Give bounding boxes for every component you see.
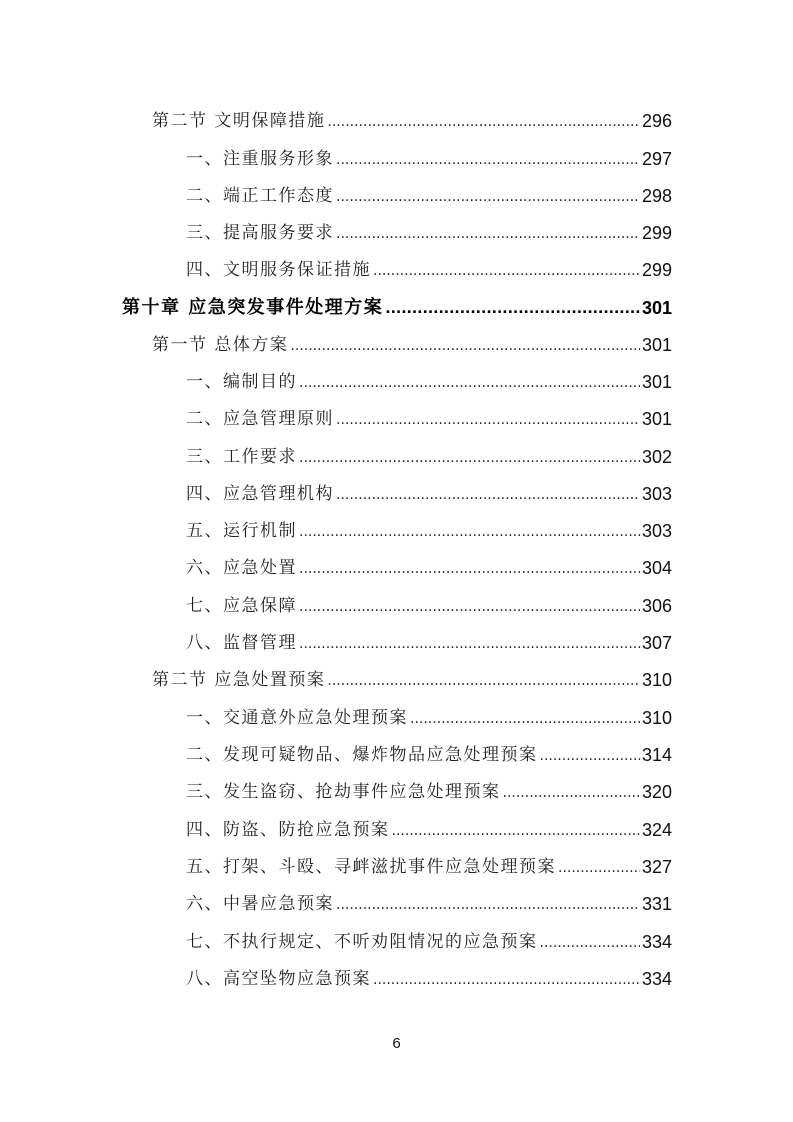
toc-entry-title: 三、提高服务要求 — [186, 223, 334, 243]
leader-dots — [299, 448, 640, 468]
leader-dots — [540, 746, 640, 766]
toc-entry-page: 303 — [641, 484, 672, 504]
toc-entry[interactable] — [186, 960, 672, 990]
toc-entry[interactable] — [186, 400, 672, 430]
toc-entry-page: 327 — [641, 857, 672, 877]
toc-chapter-entry[interactable] — [122, 289, 672, 319]
toc-entry-page: 306 — [641, 596, 672, 616]
toc-entry-page: 310 — [641, 670, 672, 690]
toc-entry-title: 第二节 应急处置预案 — [152, 670, 326, 690]
page-number: 6 — [392, 1035, 401, 1052]
toc-entry-page: 307 — [641, 633, 672, 653]
toc-entry[interactable] — [186, 811, 672, 841]
toc-entry[interactable] — [186, 624, 672, 654]
toc-entry[interactable] — [186, 736, 672, 766]
toc-entry-title: 七、不执行规定、不听劝阻情况的应急预案 — [186, 932, 538, 952]
toc-entry-title: 一、交通意外应急处理预案 — [186, 708, 408, 728]
toc-entry-title: 第一节 总体方案 — [152, 335, 289, 355]
toc-entry-page: 314 — [641, 745, 672, 765]
toc-entry-page: 301 — [641, 298, 672, 318]
toc-entry-title: 四、应急管理机构 — [186, 484, 334, 504]
toc-entry-title: 六、中暑应急预案 — [186, 894, 334, 914]
leader-dots — [558, 858, 640, 878]
leader-dots — [299, 634, 640, 654]
leader-dots — [327, 671, 640, 691]
toc-entry-page: 310 — [641, 708, 672, 728]
toc-entry[interactable] — [152, 326, 672, 356]
toc-entry[interactable] — [186, 512, 672, 542]
toc-entry-title: 二、发现可疑物品、爆炸物品应急处理预案 — [186, 745, 538, 765]
toc-entry-page: 320 — [641, 782, 672, 802]
toc-entry-page: 324 — [641, 820, 672, 840]
toc-entry[interactable] — [186, 549, 672, 579]
leader-dots — [336, 187, 640, 207]
toc-entry[interactable] — [186, 773, 672, 803]
toc-entry[interactable] — [186, 140, 672, 170]
toc-entry-page: 297 — [641, 149, 672, 169]
toc-entry-page: 298 — [641, 186, 672, 206]
toc-entry-page: 334 — [641, 932, 672, 952]
toc-entry-page: 303 — [641, 521, 672, 541]
leader-dots — [290, 336, 640, 356]
toc-entry-page: 301 — [641, 372, 672, 392]
leader-dots — [327, 112, 640, 132]
toc-entry-title: 一、注重服务形象 — [186, 149, 334, 169]
toc-entry-title: 三、发生盗窃、抢劫事件应急处理预案 — [186, 782, 501, 802]
toc-entry-title: 四、文明服务保证措施 — [186, 260, 371, 280]
toc-entry[interactable] — [152, 102, 672, 132]
toc-entry-title: 一、编制目的 — [186, 372, 297, 392]
toc-entry-page: 304 — [641, 558, 672, 578]
toc-entry-page: 301 — [641, 335, 672, 355]
leader-dots — [392, 821, 640, 841]
toc-entry-page: 299 — [641, 223, 672, 243]
leader-dots — [503, 783, 640, 803]
toc-entry[interactable] — [186, 177, 672, 207]
toc-entry[interactable] — [186, 923, 672, 953]
leader-dots — [385, 299, 640, 319]
leader-dots — [299, 522, 640, 542]
toc-entry[interactable] — [186, 885, 672, 915]
toc-entry[interactable] — [152, 661, 672, 691]
toc-entry-title: 八、监督管理 — [186, 633, 297, 653]
toc-entry-page: 331 — [641, 894, 672, 914]
leader-dots — [373, 970, 640, 990]
leader-dots — [336, 895, 640, 915]
toc-entry-page: 301 — [641, 409, 672, 429]
toc-entry[interactable] — [186, 438, 672, 468]
toc-entry-title: 六、应急处置 — [186, 558, 297, 578]
leader-dots — [299, 597, 640, 617]
leader-dots — [299, 559, 640, 579]
toc-entry-title: 五、打架、斗殴、寻衅滋扰事件应急处理预案 — [186, 857, 556, 877]
leader-dots — [336, 485, 640, 505]
toc-entry-title: 二、端正工作态度 — [186, 186, 334, 206]
toc-entry-title: 四、防盗、防抢应急预案 — [186, 820, 390, 840]
toc-entry[interactable] — [186, 475, 672, 505]
toc-entry-page: 296 — [641, 111, 672, 131]
toc-entry-title: 第十章 应急突发事件处理方案 — [122, 297, 384, 318]
leader-dots — [540, 933, 640, 953]
toc-entry-title: 三、工作要求 — [186, 447, 297, 467]
toc-entry-title: 五、运行机制 — [186, 521, 297, 541]
leader-dots — [336, 410, 640, 430]
toc-entry-page: 299 — [641, 260, 672, 280]
leader-dots — [336, 224, 640, 244]
toc-entry-title: 七、应急保障 — [186, 596, 297, 616]
toc-entry-title: 八、高空坠物应急预案 — [186, 969, 371, 989]
toc-entry-page: 302 — [641, 447, 672, 467]
toc-entry[interactable] — [186, 363, 672, 393]
leader-dots — [299, 373, 640, 393]
leader-dots — [410, 709, 640, 729]
toc-entry[interactable] — [186, 699, 672, 729]
toc-entry[interactable] — [186, 587, 672, 617]
leader-dots — [373, 261, 640, 281]
toc-entry-title: 第二节 文明保障措施 — [152, 111, 326, 131]
toc-entry[interactable] — [186, 848, 672, 878]
toc-entry-title: 二、应急管理原则 — [186, 409, 334, 429]
toc-entry-page: 334 — [641, 969, 672, 989]
toc-entry[interactable] — [186, 214, 672, 244]
leader-dots — [336, 150, 640, 170]
toc-entry[interactable] — [186, 251, 672, 281]
